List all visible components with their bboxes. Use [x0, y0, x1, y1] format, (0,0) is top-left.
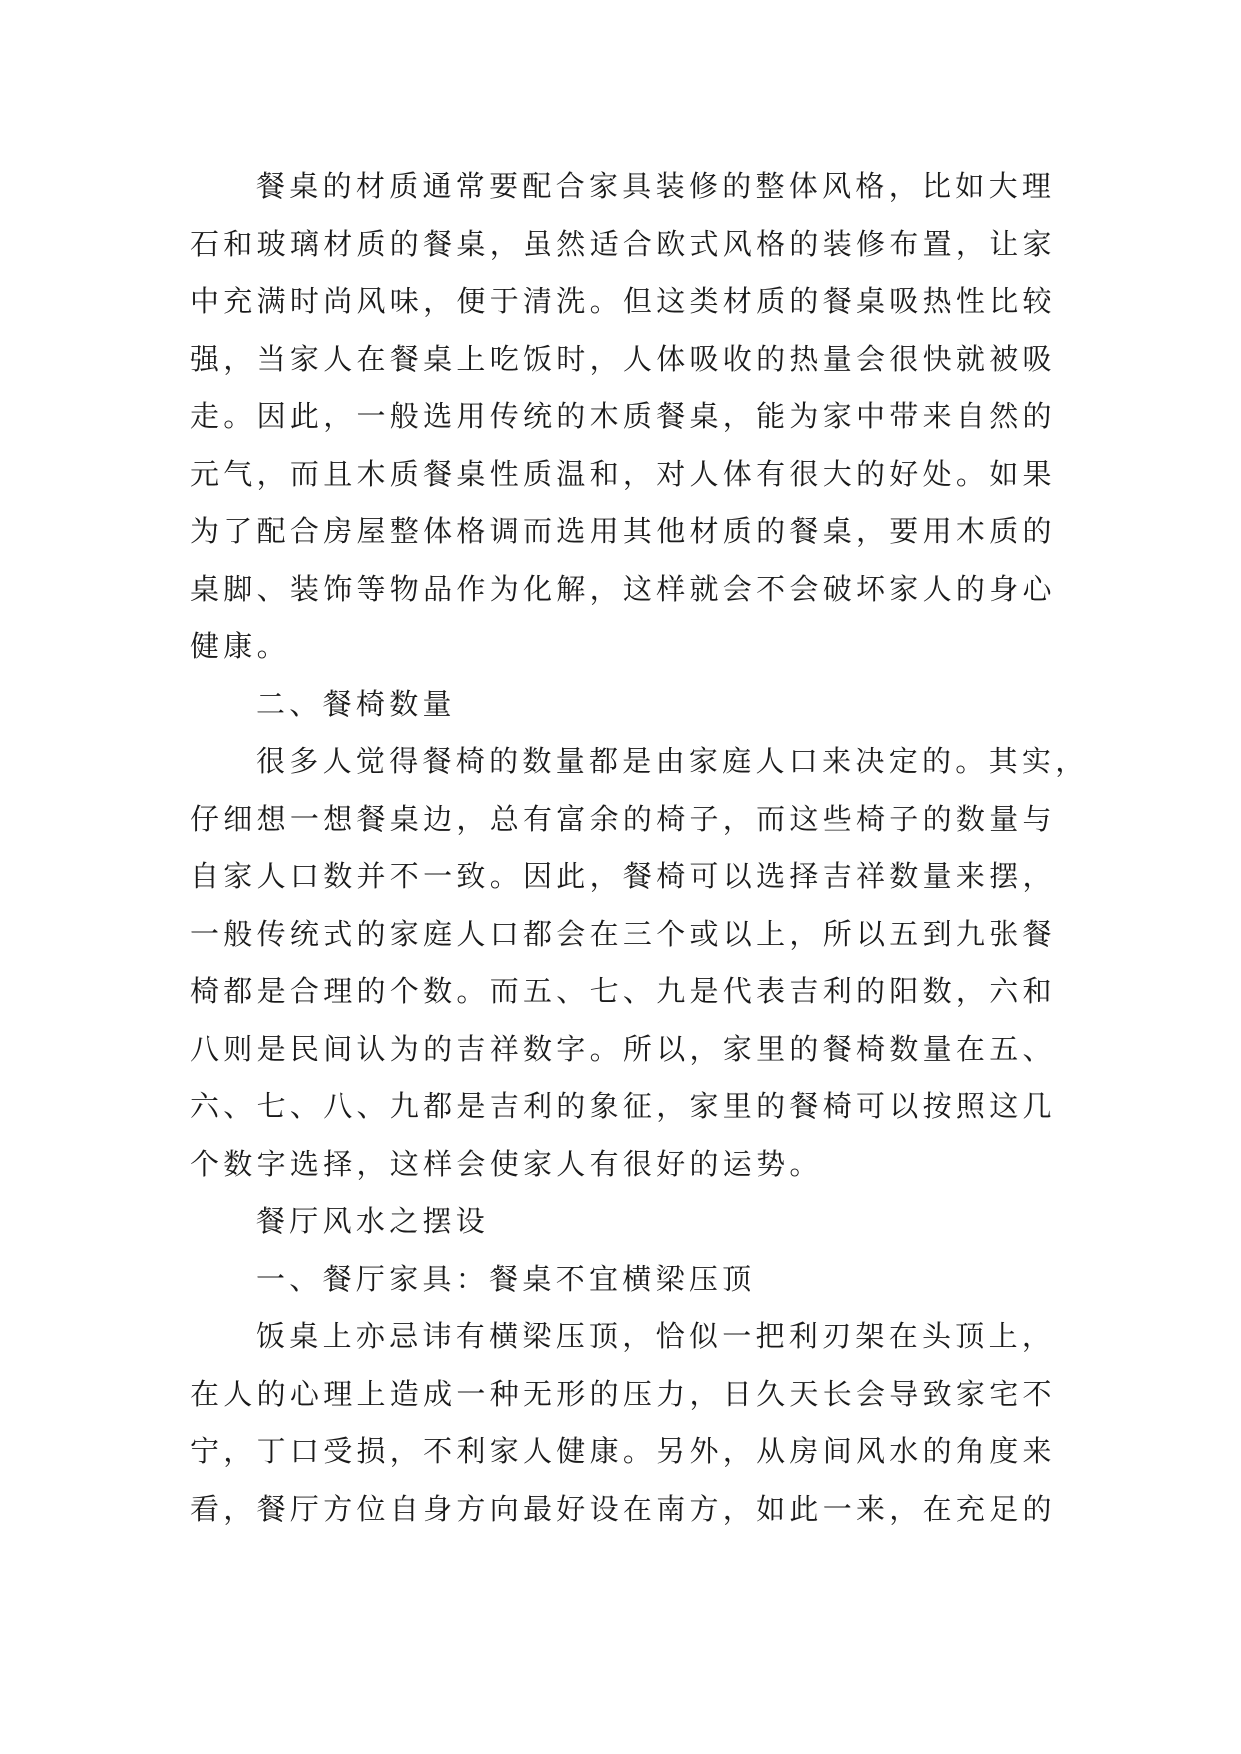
paragraph-line: 仔细想一想餐桌边，总有富余的椅子，而这些椅子的数量与 — [190, 801, 1056, 836]
paragraph-line: 一般传统式的家庭人口都会在三个或以上，所以五到九张餐 — [190, 916, 1056, 951]
paragraph-line: 走。因此，一般选用传统的木质餐桌，能为家中带来自然的 — [190, 399, 1056, 433]
paragraph-line: 六、七、八、九都是吉利的象征，家里的餐椅可以按照这几 — [190, 1089, 1056, 1123]
document-body — [190, 158, 1089, 1538]
paragraph-line: 石和玻璃材质的餐桌，虽然适合欧式风格的装修布置，让家 — [190, 226, 1056, 261]
paragraph-line: 很多人觉得餐椅的数量都是由家庭人口来决定的。其实， — [256, 744, 1089, 778]
paragraph-line: 强，当家人在餐桌上吃饭时，人体吸收的热量会很快就被吸 — [190, 341, 1056, 376]
paragraph-line: 元气，而且木质餐桌性质温和，对人体有很大的好处。如果 — [190, 456, 1056, 491]
paragraph-line: 宁，丁口受损，不利家人健康。另外，从房间风水的角度来 — [190, 1434, 1056, 1468]
paragraph-line: 自家人口数并不一致。因此，餐椅可以选择吉祥数量来摆， — [190, 859, 1056, 893]
paragraph-line: 餐桌的材质通常要配合家具装修的整体风格，比如大理 — [256, 169, 1056, 203]
paragraph-line: 看，餐厅方位自身方向最好设在南方，如此一来，在充足的 — [190, 1491, 1056, 1526]
paragraph-line: 椅都是合理的个数。而五、七、九是代表吉利的阳数，六和 — [190, 974, 1056, 1008]
paragraph-line: 中充满时尚风味，便于清洗。但这类材质的餐桌吸热性比较 — [190, 284, 1056, 318]
section-heading: 餐厅风水之摆设 — [256, 1204, 490, 1238]
paragraph-line: 在人的心理上造成一种无形的压力，日久天长会导致家宅不 — [190, 1376, 1056, 1411]
paragraph-line: 饭桌上亦忌讳有横梁压顶，恰似一把利刃架在头顶上， — [256, 1319, 1056, 1353]
paragraph-line: 桌脚、装饰等物品作为化解，这样就会不会破坏家人的身心 — [190, 571, 1056, 606]
paragraph-line: 健康。 — [190, 629, 290, 663]
paragraph-line: 个数字选择，这样会使家人有很好的运势。 — [190, 1146, 823, 1181]
section-heading: 一、餐厅家具：餐桌不宜横梁压顶 — [256, 1261, 756, 1296]
section-heading: 二、餐椅数量 — [256, 686, 456, 721]
paragraph-line: 八则是民间认为的吉祥数字。所以，家里的餐椅数量在五、 — [190, 1031, 1056, 1066]
paragraph-line: 为了配合房屋整体格调而选用其他材质的餐桌，要用木质的 — [190, 514, 1056, 548]
